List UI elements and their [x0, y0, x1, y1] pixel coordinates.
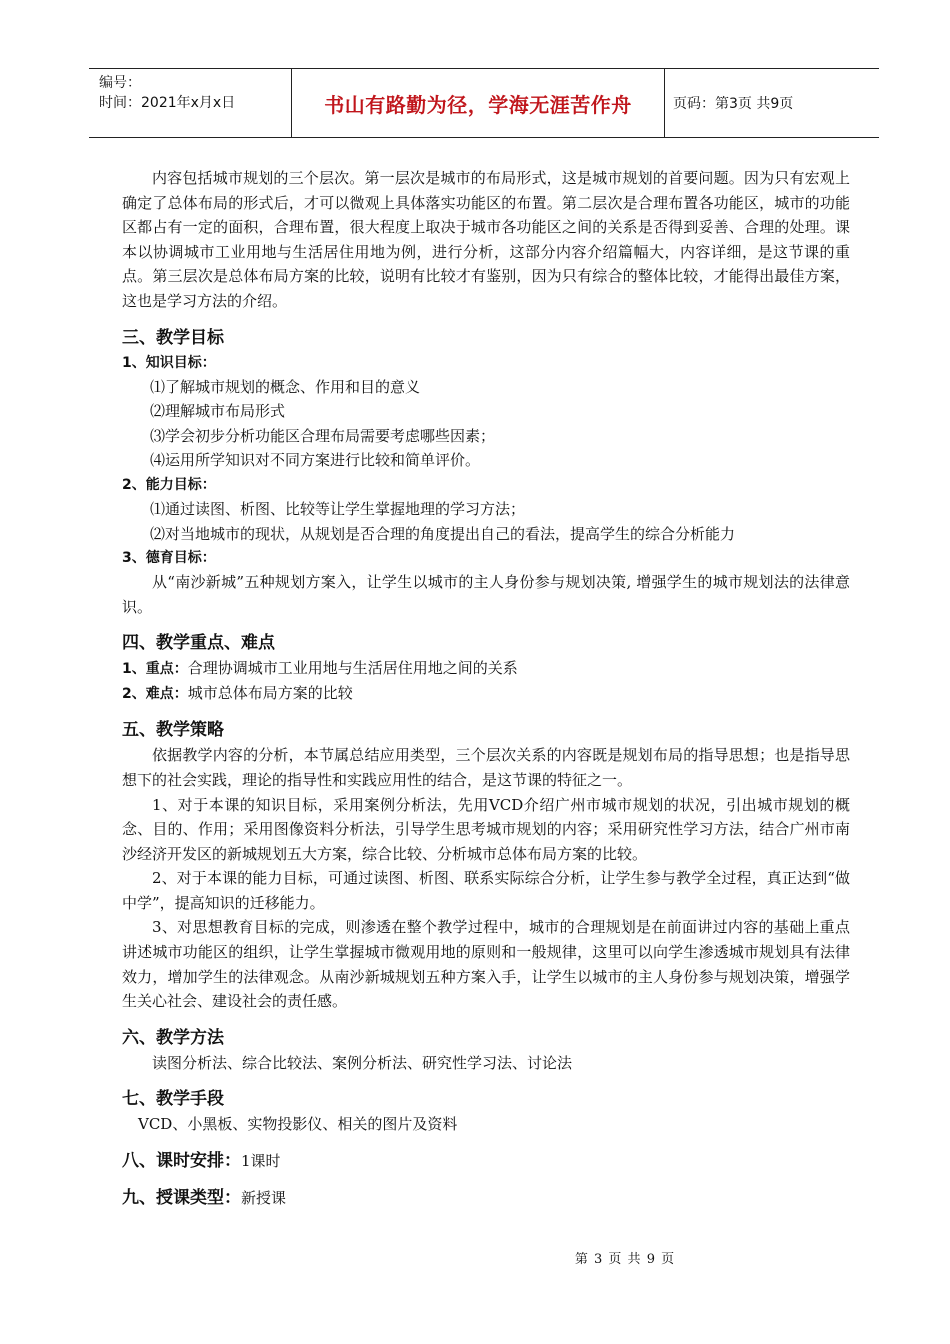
page-footer: [0, 1248, 950, 1267]
schedule-label: 八、课时安排：: [122, 1151, 241, 1172]
difficulty-text: 城市总体布局方案的比较: [187, 684, 353, 703]
time-label: 时间：2021年x月x日: [99, 95, 236, 111]
key-point-label: 1、重点：: [122, 661, 188, 678]
section-schedule: [122, 1148, 850, 1174]
section-title-means: 七、教学手段: [122, 1089, 224, 1110]
knowledge-item-3: ⑶学会初步分析功能区合理布局需要考虑哪些因素；: [150, 426, 496, 445]
subsection-moral: 3、德育目标：: [122, 550, 216, 567]
subsection-ability: 2、能力目标：: [122, 476, 216, 493]
key-point-line: [122, 656, 850, 681]
page-label: 页码：第3页 共9页: [673, 96, 794, 112]
moral-paragraph: 从“南沙新城”五种规划方案入，让学生以城市的主人身份参与规划决策, 增强学生的城市规划法的法律意识。: [122, 573, 850, 616]
difficulty-label: 2、难点：: [122, 686, 188, 703]
strategy-paragraph-4: 3、对思想教育目标的完成，则渗透在整个教学过程中，城市的合理规划是在前面讲过内容的基础上重点讲述城市功能区的组织，让学生掌握城市微观用地的原则和一般规律，这里可以向学生渗透城市规划具有法律效力，增加学生的法律观念。从南沙新城规划五种方案入手，让学生以城市的主人身份参与规划决策，增强学生关心社会、建设社会的责任感。: [122, 918, 850, 1011]
strategy-paragraph-2: 1、对于本课的知识目标，采用案例分析法，先用VCD介绍广州市城市规划的状况，引出城市规划的概念、目的、作用；采用图像资料分析法，引导学生思考城市规划的内容；采用研究性学习方法，结合广州市南沙经济开发区的新城规划五大方案，综合比较、分析城市总体布局方案的比较。: [122, 795, 850, 863]
methods-text: 读图分析法、综合比较法、案例分析法、研究性学习法、讨论法: [152, 1053, 573, 1072]
knowledge-item-2: ⑵理解城市布局形式: [150, 402, 286, 421]
lesson-type-label: 九、授课类型：: [122, 1188, 241, 1209]
ability-item-2: ⑵对当地城市的现状，从规划是否合理的角度提出自己的看法，提高学生的综合分析能力: [150, 524, 736, 543]
footer-page-number: 第 3 页 共 9 页: [574, 1252, 676, 1267]
knowledge-item-1: ⑴了解城市规划的概念、作用和目的意义: [150, 377, 421, 396]
intro-paragraph: 内容包括城市规划的三个层次。第一层次是城市的布局形式，这是城市规划的首要问题。因为只有宏观上确定了总体布局的形式后，才可以微观上具体落实功能区的布置。第二层次是合理布置各功能区，城市的功能区都占有一定的面积，合理布置，很大程度上取决于城市各功能区之间的关系是否得到妥善、合理的处理。课本以协调城市工业用地与生活居住用地为例，进行分析，这部分内容介绍篇幅大，内容详细，是这节课的重点。第三层次是总体布局方案的比较，说明有比较才有鉴别，因为只有综合的整体比较，才能得出最佳方案，这也是学习方法的介绍。: [122, 169, 850, 310]
number-label: 编号：: [99, 75, 141, 91]
schedule-text: 1课时: [241, 1152, 281, 1171]
means-text: VCD、小黑板、实物投影仪、相关的图片及资料: [138, 1115, 458, 1134]
section-lesson-type: [122, 1185, 850, 1211]
strategy-paragraph-1: 依据教学内容的分析，本节属总结应用类型，三个层次关系的内容既是规划布局的指导思想；也是指导思想下的社会实践，理论的指导性和实践应用性的结合，是这节课的特征之一。: [122, 746, 850, 789]
key-point-text: 合理协调城市工业用地与生活居住用地之间的关系: [187, 659, 518, 678]
header-left-cell: [89, 69, 291, 137]
motto: 书山有路勤为径，学海无涯苦作舟: [291, 69, 665, 137]
knowledge-item-4: ⑷运用所学知识对不同方案进行比较和简单评价。: [150, 451, 481, 470]
document-body: [122, 166, 850, 1211]
difficulty-line: [122, 681, 850, 706]
subsection-knowledge: 1、知识目标：: [122, 354, 216, 371]
section-title-strategy: 五、教学策略: [122, 720, 224, 741]
section-title-objectives: 三、教学目标: [122, 327, 224, 348]
strategy-paragraph-3: 2、对于本课的能力目标，可通过读图、析图、联系实际综合分析，让学生参与教学全过程，真正达到“做中学”，提高知识的迁移能力。: [122, 869, 850, 912]
section-title-methods: 六、教学方法: [122, 1027, 224, 1048]
page-header: [89, 68, 879, 138]
lesson-type-text: 新授课: [241, 1189, 287, 1208]
ability-item-1: ⑴通过读图、析图、比较等让学生掌握地理的学习方法；: [150, 499, 526, 518]
section-title-key-points: 四、教学重点、难点: [122, 633, 275, 654]
